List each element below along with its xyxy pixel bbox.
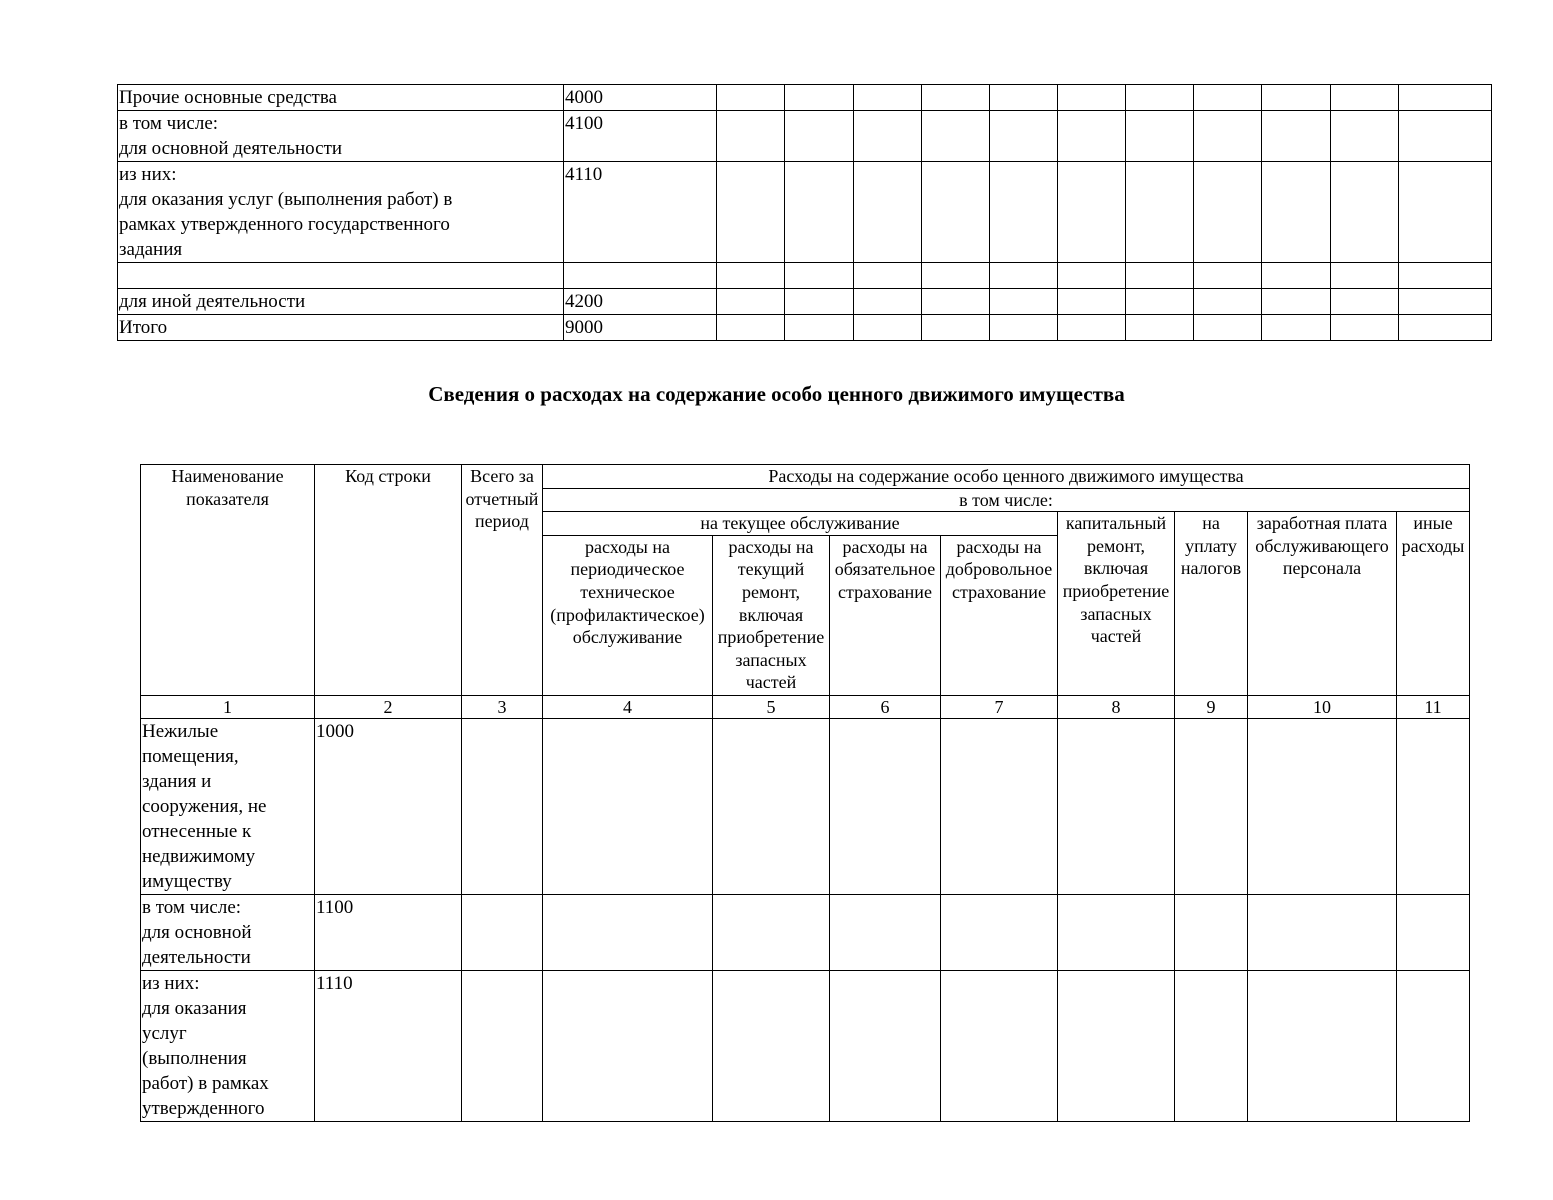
row-name: Нежилые помещения, здания и сооружения, не отнесенные к недвижимому имуществу [141, 719, 315, 895]
column-number: 3 [462, 695, 543, 719]
expenses-table [140, 464, 1470, 1122]
header-name: Наименование показателя [141, 465, 315, 696]
header-voluntary-insurance: расходы на добровольное страхование [941, 535, 1058, 695]
row-name: для иной деятельности [118, 289, 564, 315]
header-current-service: на текущее обслуживание [543, 512, 1058, 536]
header-code: Код строки [315, 465, 462, 696]
table-row [118, 289, 1492, 315]
header-total: Всего за отчетный период [462, 465, 543, 696]
header-capital-repair: капитальный ремонт, включая приобретение запасных частей [1058, 512, 1175, 696]
row-code: 4100 [563, 111, 716, 162]
column-number: 7 [941, 695, 1058, 719]
table-row [141, 719, 1470, 895]
table-row [118, 315, 1492, 341]
table-row [141, 971, 1470, 1122]
row-code: 4000 [563, 85, 716, 111]
fixed-assets-table [117, 84, 1492, 341]
row-code: 4110 [563, 162, 716, 263]
column-number: 4 [543, 695, 713, 719]
column-number: 2 [315, 695, 462, 719]
header-periodic: расходы на периодическое техническое (профилактическое) обслуживание [543, 535, 713, 695]
header-taxes: на уплату налогов [1175, 512, 1248, 696]
table-row [118, 263, 1492, 289]
header-including: в том числе: [543, 488, 1470, 512]
column-number: 10 [1248, 695, 1397, 719]
row-code: 9000 [563, 315, 716, 341]
header-current-repair: расходы на текущий ремонт, включая приобретение запасных частей [713, 535, 830, 695]
column-number: 5 [713, 695, 830, 719]
table-row [118, 85, 1492, 111]
header-salary: заработная плата обслуживающего персонала [1248, 512, 1397, 696]
row-name: в том числе: для основной деятельности [141, 895, 315, 971]
row-name: из них: для оказания услуг (выполнения работ) в рамках утвержденного государственного задания [118, 162, 564, 263]
row-name: из них: для оказания услуг (выполнения работ) в рамках утвержденного [141, 971, 315, 1122]
column-number: 6 [830, 695, 941, 719]
table-row [141, 895, 1470, 971]
column-number: 11 [1397, 695, 1470, 719]
column-number: 9 [1175, 695, 1248, 719]
header-expenses: Расходы на содержание особо ценного движимого имущества [543, 465, 1470, 489]
table-row [118, 111, 1492, 162]
section-title: Сведения о расходах на содержание особо ценного движимого имущества [428, 382, 1125, 406]
column-number: 8 [1058, 695, 1175, 719]
table-row [118, 162, 1492, 263]
header-mandatory-insurance: расходы на обязательное страхование [830, 535, 941, 695]
row-code: 1110 [315, 971, 462, 1122]
row-name: Итого [118, 315, 564, 341]
row-code: 4200 [563, 289, 716, 315]
row-code [563, 263, 716, 289]
column-number: 1 [141, 695, 315, 719]
row-name: в том числе: для основной деятельности [118, 111, 564, 162]
row-code: 1000 [315, 719, 462, 895]
row-code: 1100 [315, 895, 462, 971]
header-other: иные расходы [1397, 512, 1470, 696]
row-name [118, 263, 564, 289]
column-numbers-row [141, 695, 1470, 719]
row-name: Прочие основные средства [118, 85, 564, 111]
